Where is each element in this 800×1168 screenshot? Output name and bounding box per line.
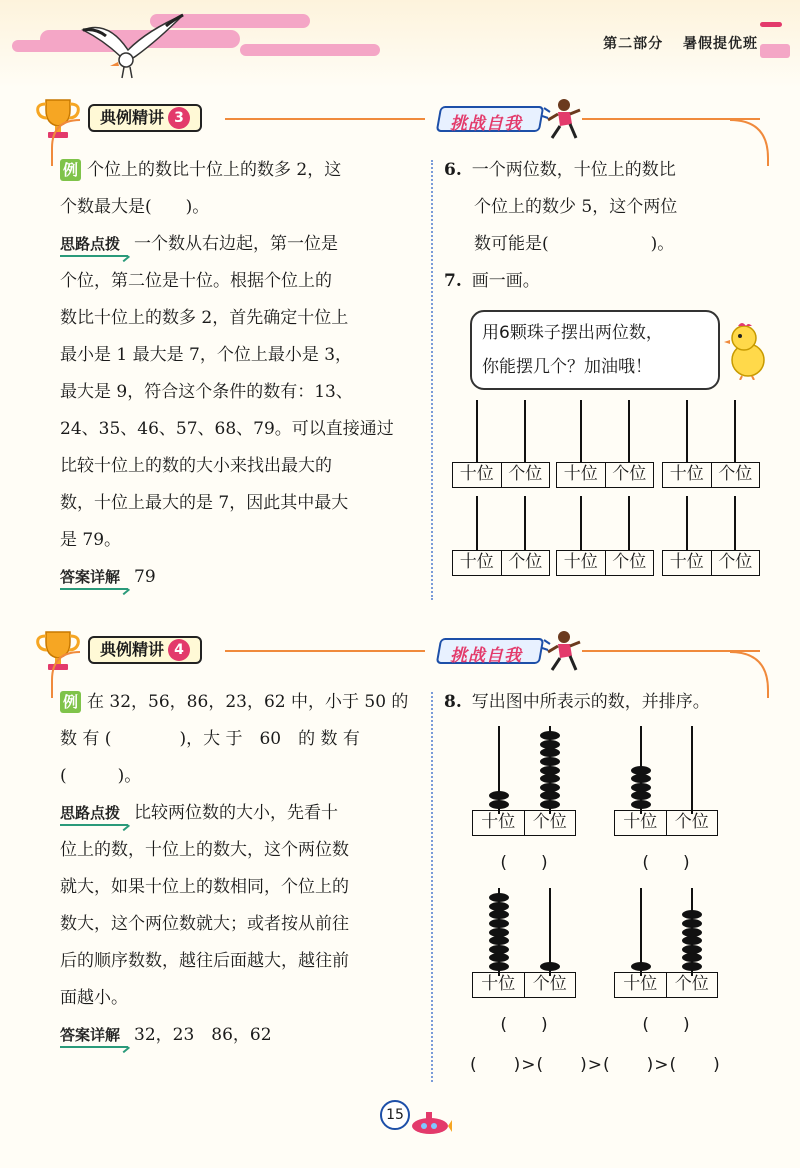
question-number: 7. (444, 271, 462, 291)
abacus-bead (540, 962, 560, 971)
abacus-bead (631, 791, 651, 800)
abacus-bead (489, 910, 509, 919)
hint-3-line: 最小是 1 最大是 7，个位上最小是 3， (60, 345, 353, 365)
hint-3-line: 数，十位上最大的是 7，因此其中最大 (60, 493, 349, 513)
abacus-bead (540, 757, 560, 766)
abacus-bead (540, 766, 560, 775)
abacus-bead (540, 791, 560, 800)
rod (580, 496, 582, 550)
hint-4-line: 数大，这个两位数就大；或者按从前往 (60, 914, 349, 934)
ones-label: 个位 (501, 551, 550, 575)
abacus-bead (631, 774, 651, 783)
column-divider (431, 692, 433, 1082)
question-text: 写出图中所表示的数，并排序。 (471, 692, 710, 712)
column-divider (431, 160, 433, 600)
ones-label: 个位 (711, 463, 760, 487)
ones-label: 个位 (501, 463, 550, 487)
tens-label: 十位 (623, 974, 658, 994)
abacus-bead (489, 953, 509, 962)
question-6-block (444, 152, 764, 300)
hint-3-line: 24、35、46、57、68、79。可以直接通过 (60, 419, 394, 439)
abacus-bead (489, 800, 509, 809)
abacus-bead (631, 783, 651, 792)
abacus-bead (489, 962, 509, 971)
question-7-line (444, 263, 764, 300)
hint-tag: 思路点拨 (60, 233, 128, 257)
abacus-bead (682, 945, 702, 954)
ones-label: 个位 (666, 811, 718, 835)
hint-3-line: 最大是 9，符合这个条件的数有：13、 (60, 382, 353, 402)
abacus-bead (540, 774, 560, 783)
rod (524, 496, 526, 550)
abacus-bead (682, 936, 702, 945)
example-text: 个位上的数比十位上的数多 2，这 (87, 160, 342, 180)
tens-label: 十位 (459, 464, 494, 484)
abacus-bead (631, 962, 651, 971)
question-6-line: 数可能是( )。 (474, 234, 675, 254)
section-title-text: 典例精讲 (100, 640, 165, 659)
hint-4-line: 后的顺序数数，越往后面越大，越往前 (60, 951, 349, 971)
rod (628, 496, 630, 550)
section-title-text: 典例精讲 (100, 108, 165, 127)
ones-label: 个位 (524, 973, 576, 997)
hint-4-line: 就大，如果十位上的数相同，个位上的 (60, 877, 349, 897)
answer-blank[interactable]: ( ) (500, 853, 548, 873)
example-text: 在 32，56，86，23，62 中，小于 50 的 (87, 692, 409, 712)
abacus-bead (540, 783, 560, 792)
section-number-badge: 4 (168, 639, 190, 661)
rod (734, 496, 736, 550)
rod (476, 496, 478, 550)
place-value-chart (556, 418, 654, 488)
example-3-block (60, 152, 420, 596)
hint-text: 一个数从右边起，第一位是 (134, 234, 339, 254)
header-tick (760, 22, 782, 27)
hint-4-line: 面越小。 (60, 988, 128, 1008)
tens-label: 十位 (459, 552, 494, 572)
ones-label: 个位 (711, 551, 760, 575)
hint-text: 比较两位数的大小，先看十 (134, 803, 339, 823)
speech-bubble (470, 310, 720, 390)
tens-label: 十位 (563, 464, 598, 484)
example-3-line: 个数最大是( )。 (60, 197, 210, 217)
chick-icon (724, 320, 772, 380)
question-6-line: 个位上的数少 5，这个两位 (474, 197, 678, 217)
answer-text: 79 (134, 567, 156, 587)
answer-tag: 答案详解 (60, 566, 128, 590)
hint-tag: 思路点拨 (60, 802, 128, 826)
speech-line: 你能摆几个？加油哦！ (482, 357, 652, 377)
section-number-badge: 3 (168, 107, 190, 129)
tens-label: 十位 (669, 552, 704, 572)
rod (580, 400, 582, 462)
abacus-bead (540, 740, 560, 749)
rod (686, 400, 688, 462)
answer-blank[interactable]: ( ) (642, 1015, 690, 1035)
example-4-block (60, 684, 420, 1054)
abacus-bead (489, 945, 509, 954)
abacus-bead (489, 893, 509, 902)
example-4-line: 数 有 ( )，大 于 60 的 数 有 (60, 729, 360, 749)
abacus-bead (682, 910, 702, 919)
abacus-bead (682, 928, 702, 937)
rod (734, 400, 736, 462)
answer-tag: 答案详解 (60, 1024, 128, 1048)
abacus-bead (682, 919, 702, 928)
hint-4-line (60, 795, 420, 832)
abacus-bead (631, 766, 651, 775)
question-number: 6. (444, 160, 462, 180)
hint-3-line: 个位，第二位是十位。根据个位上的 (60, 271, 332, 291)
answer-text: 32，23 86，62 (134, 1025, 272, 1045)
pink-cloud (240, 44, 380, 56)
abacus-bead (631, 800, 651, 809)
header-series: 暑假提优班 (683, 36, 758, 52)
challenge-text: 挑战自我 (450, 114, 522, 134)
abacus-bead (489, 928, 509, 937)
question-6-line (444, 152, 764, 189)
header-tick (760, 44, 790, 58)
tens-label: 十位 (481, 974, 516, 994)
abacus-bead (489, 791, 509, 800)
abacus (614, 888, 718, 998)
seagull-icon (78, 10, 188, 80)
question-8-line (444, 684, 774, 721)
rod (686, 496, 688, 550)
ordering-line[interactable]: ( )>( )>( )>( ) (470, 1055, 721, 1075)
question-8-block (444, 684, 774, 721)
hint-4-line: 位上的数，十位上的数大，这个两位数 (60, 840, 349, 860)
header-breadcrumb (589, 33, 758, 53)
example-tag: 例 (60, 691, 81, 713)
abacus-rod (691, 726, 693, 814)
abacus-bead (489, 936, 509, 945)
ones-label: 个位 (605, 463, 654, 487)
tens-label: 十位 (669, 464, 704, 484)
place-value-chart (452, 506, 550, 576)
rod (476, 400, 478, 462)
answer-4-line (60, 1017, 420, 1054)
abacus (614, 726, 718, 836)
answer-blank[interactable]: ( ) (500, 1015, 548, 1035)
hint-3-line (60, 226, 420, 263)
page-number: 15 (380, 1100, 410, 1130)
abacus-bead (489, 902, 509, 911)
example-4-line (60, 684, 420, 721)
tens-label: 十位 (563, 552, 598, 572)
answer-blank[interactable]: ( ) (642, 853, 690, 873)
answer-3-line (60, 559, 420, 596)
rod (628, 400, 630, 462)
abacus-bead (540, 748, 560, 757)
ones-label: 个位 (666, 973, 718, 997)
submarine-icon (408, 1106, 452, 1136)
abacus (472, 726, 576, 836)
hint-3-line: 是 79。 (60, 530, 122, 550)
rod (524, 400, 526, 462)
abacus-bead (489, 919, 509, 928)
abacus-bead (540, 731, 560, 740)
question-text: 一个两位数，十位上的数比 (471, 160, 676, 180)
place-value-chart (662, 418, 760, 488)
place-value-chart (662, 506, 760, 576)
place-value-chart (556, 506, 654, 576)
abacus-bead (682, 962, 702, 971)
example-4-line: ( )。 (60, 766, 142, 786)
ones-label: 个位 (605, 551, 654, 575)
tens-label: 十位 (623, 812, 658, 832)
question-text: 画一画。 (471, 271, 540, 291)
ones-label: 个位 (524, 811, 576, 835)
hint-3-line: 比较十位上的数的大小来找出最大的 (60, 456, 332, 476)
hint-3-line: 数比十位上的数多 2，首先确定十位上 (60, 308, 349, 328)
abacus-bead (682, 953, 702, 962)
abacus-bead (540, 800, 560, 809)
challenge-text: 挑战自我 (450, 646, 522, 666)
speech-line: 用6颗珠子摆出两位数， (482, 323, 663, 343)
place-value-chart (452, 418, 550, 488)
question-number: 8. (444, 692, 462, 712)
header-part: 第二部分 (603, 36, 664, 52)
abacus (472, 888, 576, 998)
example-tag: 例 (60, 159, 81, 181)
tens-label: 十位 (481, 812, 516, 832)
example-3-line (60, 152, 420, 189)
